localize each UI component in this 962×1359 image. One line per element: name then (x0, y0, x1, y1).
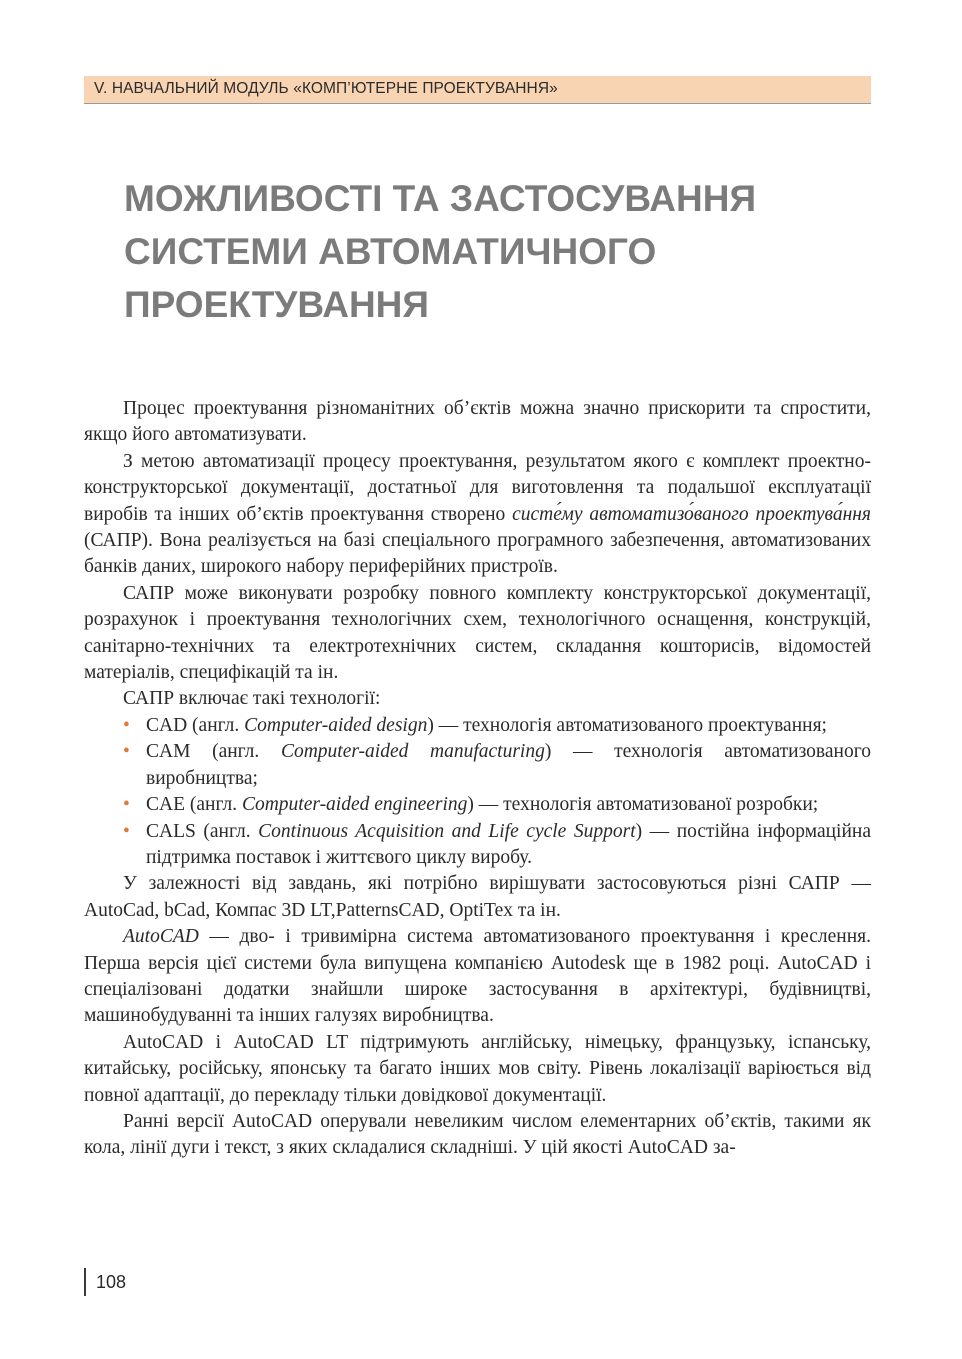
page-title-line: МОЖЛИВОСТІ ТА ЗАСТОСУВАННЯ (124, 178, 757, 219)
text-span: CALS (англ. (146, 820, 259, 842)
bullet-icon: • (123, 714, 130, 736)
emphasis-term: AutoCAD (123, 926, 199, 948)
emphasis-term: Computer-aided engineering (241, 794, 468, 816)
bullet-icon: • (123, 794, 130, 816)
paragraph-intro: Процес проектування різноманітних об’єктів можна значно прискорити та спростити, якщо його автоматизувати. (84, 398, 871, 446)
text-span: (САПР). Вона реалізується на базі спеціального програмного забезпечення, автоматизованих банків даних, широкого набору периферійних пристроїв. (84, 530, 871, 578)
list-item (84, 739, 871, 792)
list-item (84, 819, 871, 872)
paragraph-cad-systems: У залежності від завдань, які потрібно вирішувати застосовуються різні САПР — AutoCad, bCad, Компас 3D LT,PatternsCAD, OptiTex та ін. (84, 873, 871, 921)
emphasis-term: систе́му автоматизо́ваного проектува́ння (512, 503, 871, 525)
paragraph-autocad-languages: AutoCAD і AutoCAD LT підтримують англійську, німецьку, французьку, іспанську, китайську, російську, японську та багато інших мов світу. Рівень локалізації варіюється від повної адаптації, до перекладу тільки довідкової документації. (84, 1031, 871, 1106)
list-item (84, 713, 871, 739)
text-span: CAD (англ. (146, 714, 245, 736)
bullet-icon: • (123, 820, 130, 842)
page-title (124, 172, 864, 331)
page-title-line: ПРОЕКТУВАННЯ (124, 284, 429, 325)
text-span: ) — постійна інформаційна підтримка поставок і життєвого циклу виробу. (146, 820, 871, 868)
page-title-line: СИСТЕМИ АВТОМАТИЧНОГО (124, 231, 657, 272)
emphasis-term: Continuous Acquisition and Life cycle Support (258, 820, 636, 842)
page-number: 108 (96, 1272, 127, 1292)
emphasis-term: Computer-aided manufacturing (280, 741, 545, 763)
text-span: CAE (англ. (146, 794, 242, 816)
list-item (84, 792, 871, 818)
paragraph-cad-definition (84, 449, 871, 581)
bullet-icon: • (123, 741, 130, 763)
paragraph-autocad-early-versions: Ранні версії AutoCAD оперували невеликим числом елементарних об’єктів, такими як кола, лінії дуги і текст, з яких складалися складніші. У цій якості AutoCAD за- (84, 1110, 871, 1159)
page-footer (84, 1268, 126, 1296)
text-span: CAM (англ. (146, 741, 281, 763)
text-span: З метою автоматизації процесу проектування, результатом якого є комплект проектно-конструкторської документації, достатньої для виготовлення та подальшої експлуатації виробів та інших об’єктів проектування створено (84, 450, 871, 525)
body-text (84, 396, 871, 1162)
text-span: — дво- і тривимірна система автоматизованого проектування і креслення. Перша версія цієї системи була випущена компанією Autodesk ще в 1982 році. AutoCAD і спеціалізовані додатки знайшли широке застосування в архітектурі, будівництві, машинобудуванні та інших галузях виробництва. (84, 926, 871, 1027)
paragraph-cad-capabilities: САПР може виконувати розробку повного комплекту конструкторської документації, розрахунок і проектування технологічних схем, технологічного оснащення, конструкцій, санітарно-технічних та електротехнічних систем, складання кошторисів, відомостей матеріалів, специфікацій та ін. (84, 582, 871, 684)
paragraph-technologies-intro: САПР включає такі технології: (123, 688, 381, 710)
section-header-bar (84, 76, 871, 104)
section-header-label: V. НАВЧАЛЬНИЙ МОДУЛЬ «КОМП’ЮТЕРНЕ ПРОЕКТУВАННЯ» (94, 80, 558, 97)
text-span: ) — технологія автоматизованого виробництва; (146, 741, 871, 789)
text-span: ) — технологія автоматизованої розробки; (467, 794, 819, 816)
emphasis-term: Computer-aided design (244, 714, 428, 736)
paragraph-autocad (84, 924, 871, 1030)
technology-list (84, 713, 871, 871)
text-span: ) — технологія автоматизованого проектування; (427, 714, 827, 736)
